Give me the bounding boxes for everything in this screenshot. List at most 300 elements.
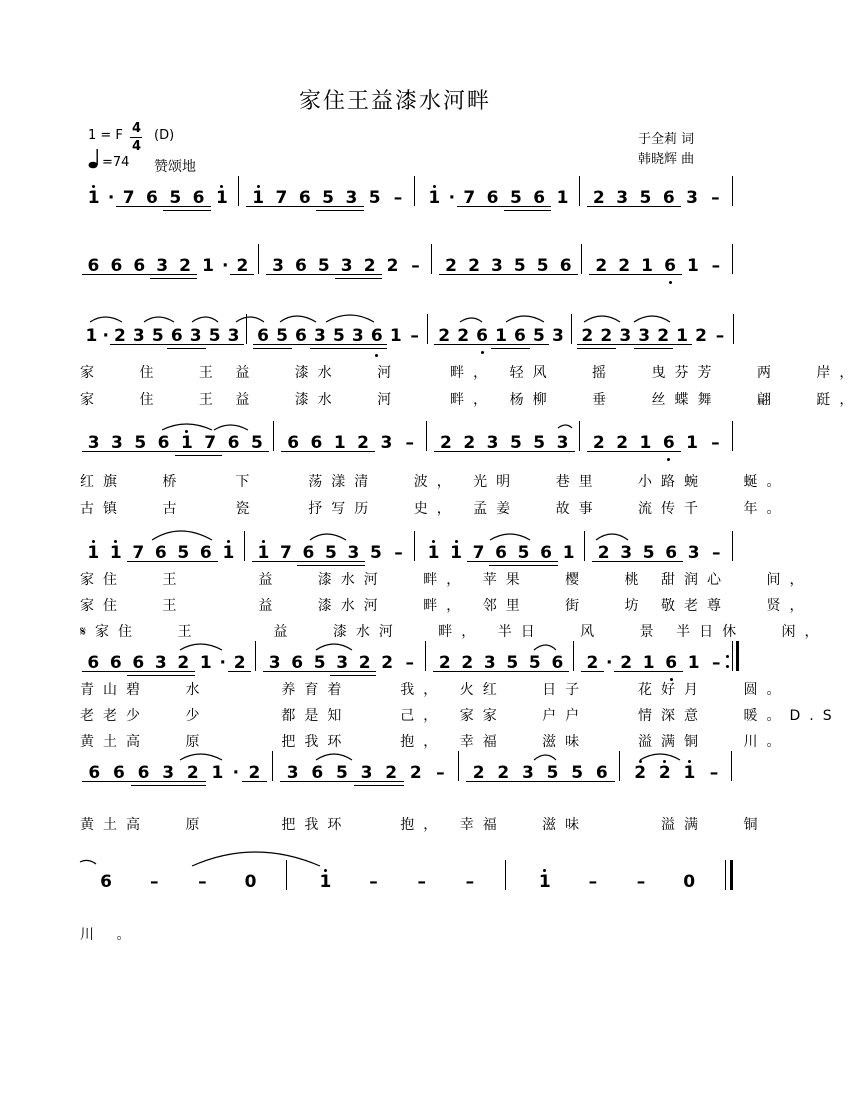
underline-beam — [512, 565, 536, 566]
underline-beam — [198, 455, 222, 456]
note: 2 — [581, 326, 594, 346]
underline-beam — [508, 274, 532, 275]
underline-beam — [246, 206, 270, 207]
barline — [732, 421, 733, 451]
underline-beam — [127, 675, 151, 676]
underline-beam — [272, 344, 292, 345]
note: 6 — [595, 763, 608, 783]
underline-beam — [263, 671, 287, 672]
note: 7 — [279, 543, 292, 563]
slur — [534, 645, 556, 650]
note: 2 — [440, 433, 452, 453]
note: 3 — [686, 188, 698, 208]
underline-beam — [266, 274, 290, 275]
note: 3 — [336, 653, 349, 673]
underline-beam — [637, 671, 661, 672]
note: 6 — [311, 763, 324, 783]
slur — [316, 644, 352, 650]
underline-beam — [280, 781, 306, 782]
lyric-line: 家 住 王 益 漆水 河 畔， 轻风 摇 曳芬芳 两 岸， — [80, 365, 862, 381]
note: 6 — [294, 256, 307, 276]
underline-beam — [550, 451, 574, 452]
note: 2 — [358, 653, 371, 673]
note: 5 — [517, 543, 530, 563]
underline-beam — [228, 671, 252, 672]
underline-beam — [348, 348, 368, 349]
note: 3 — [687, 543, 700, 563]
underline-beam — [527, 206, 551, 207]
note: 1 — [562, 543, 575, 563]
underline-beam — [353, 671, 377, 672]
note: 2 — [586, 653, 599, 673]
note: 3 — [111, 433, 123, 453]
note: 1 — [202, 256, 214, 276]
time-signature-line — [130, 137, 142, 138]
slur — [558, 425, 572, 428]
note: 3 — [638, 326, 651, 346]
augmentation-dot: · — [107, 188, 115, 208]
slur — [534, 755, 556, 760]
note: 6 — [87, 256, 100, 276]
barline — [273, 421, 274, 451]
underline-beam — [252, 561, 276, 562]
note: 2 — [620, 653, 633, 673]
underline-beam — [129, 344, 149, 345]
note: 6 — [146, 188, 158, 208]
slur — [80, 860, 96, 864]
dash-note: – — [405, 653, 414, 673]
barline — [573, 641, 574, 671]
underline-beam — [354, 785, 380, 786]
dash-note: – — [198, 872, 207, 892]
underline-beam — [589, 781, 615, 782]
slur — [180, 644, 222, 650]
slur — [90, 317, 122, 322]
note: 1 — [686, 256, 699, 276]
barline — [255, 641, 256, 671]
underline-beam — [269, 206, 293, 207]
dash-note: – — [711, 188, 720, 208]
underline-beam — [163, 206, 187, 207]
note: 6 — [291, 653, 304, 673]
underline-beam — [335, 274, 359, 275]
underline-beam — [329, 344, 349, 345]
underline-beam — [339, 206, 363, 207]
note: 1 — [687, 653, 700, 673]
note: 0 — [244, 872, 257, 892]
note: 6 — [192, 188, 205, 208]
note: 2 — [179, 256, 191, 276]
underline-beam — [653, 348, 673, 349]
underline-beam — [127, 274, 151, 275]
note: 5 — [134, 433, 147, 453]
note: 6 — [132, 653, 145, 673]
high-octave-dot — [324, 869, 327, 872]
underline-beam — [167, 348, 187, 349]
underline-beam — [610, 206, 634, 207]
underline-beam — [186, 344, 206, 345]
note: 5 — [313, 653, 326, 673]
underline-beam — [457, 206, 481, 207]
note: 2 — [616, 433, 629, 453]
underline-beam — [592, 561, 616, 562]
note: 1 — [389, 326, 402, 346]
underline-beam — [610, 451, 634, 452]
note: 1 — [215, 188, 228, 208]
note: 1 — [639, 433, 652, 453]
underline-beam — [150, 278, 174, 279]
note: 5 — [151, 326, 164, 346]
underline-beam — [527, 210, 551, 211]
note: 3 — [620, 543, 633, 563]
barline — [732, 176, 733, 206]
note: 1 — [87, 188, 100, 208]
note: 5 — [276, 326, 288, 346]
underline-beam — [319, 561, 343, 562]
underline-beam — [175, 451, 199, 452]
high-octave-dot — [227, 540, 230, 543]
note: 6 — [109, 653, 122, 673]
note: 5 — [642, 543, 655, 563]
note: 1 — [319, 872, 332, 892]
underline-beam — [658, 274, 682, 275]
barline — [584, 531, 585, 561]
note: 2 — [457, 326, 470, 346]
note: 3 — [360, 763, 373, 783]
barline — [736, 641, 739, 671]
underline-beam — [466, 781, 492, 782]
augmentation-dot: · — [219, 653, 226, 673]
underline-beam — [354, 781, 380, 782]
slur — [236, 317, 264, 322]
note: 6 — [170, 326, 183, 346]
underline-beam — [128, 451, 152, 452]
lyric-line: 黄土高 原 把我环 抱， 幸福 滋味 溢满铜 川。 — [80, 734, 790, 750]
underline-beam — [531, 274, 555, 275]
note: 2 — [438, 326, 451, 346]
slur — [180, 754, 222, 760]
underline-beam — [504, 451, 528, 452]
notation-row — [0, 763, 790, 783]
note: 1 — [109, 543, 122, 563]
note: 1 — [333, 433, 346, 453]
notation-row — [0, 326, 790, 346]
underline-beam — [155, 785, 181, 786]
underline-beam — [150, 274, 174, 275]
underline-beam — [173, 278, 197, 279]
high-octave-dot — [433, 185, 436, 188]
underline-beam — [659, 671, 683, 672]
note: 3 — [162, 763, 175, 783]
barline — [425, 641, 426, 671]
underline-beam — [304, 781, 330, 782]
note: 1 — [87, 543, 100, 563]
underline-beam — [253, 344, 273, 345]
note: 2 — [177, 653, 190, 673]
dash-note: – — [465, 872, 475, 892]
notation-row — [0, 256, 790, 276]
note: 2 — [618, 256, 631, 276]
note: 1 — [686, 433, 698, 453]
barline — [431, 244, 432, 274]
note: 3 — [87, 433, 100, 453]
underline-beam — [657, 206, 681, 207]
note: 3 — [619, 326, 632, 346]
note: 6 — [533, 188, 546, 208]
underline-beam — [281, 451, 305, 452]
note: 2 — [657, 326, 670, 346]
underline-beam — [104, 671, 128, 672]
underline-beam — [348, 344, 368, 345]
barline — [272, 751, 273, 781]
note: 6 — [157, 433, 170, 453]
underline-beam — [540, 781, 566, 782]
low-octave-dot — [481, 351, 484, 354]
underline-beam — [439, 274, 463, 275]
underline-beam — [289, 274, 313, 275]
note: 5 — [208, 326, 221, 346]
underline-beam — [577, 344, 597, 345]
note: 2 — [248, 763, 261, 783]
underline-beam — [453, 344, 473, 345]
note: 6 — [298, 188, 311, 208]
underline-beam — [329, 781, 355, 782]
dash-note: – — [394, 543, 403, 563]
underline-beam — [510, 348, 530, 349]
augmentation-dot: · — [448, 188, 456, 208]
note: 2 — [186, 763, 199, 783]
note: 7 — [472, 543, 485, 563]
underline-beam — [316, 206, 340, 207]
note: 5 — [317, 256, 330, 276]
note: 6 — [302, 543, 315, 563]
underline-beam — [310, 348, 330, 349]
note: 2 — [468, 256, 480, 276]
note: 3 — [314, 326, 326, 346]
note: 3 — [490, 256, 503, 276]
lyric-line: 古镇 古 瓷 抒写历 史， 孟姜 故事 流传千 年。 — [80, 501, 790, 517]
underline-beam — [534, 565, 558, 566]
note: 5 — [639, 188, 652, 208]
note: 7 — [204, 433, 217, 453]
slur — [214, 425, 248, 430]
high-octave-dot — [455, 540, 458, 543]
underline-beam — [274, 561, 298, 562]
barline — [427, 314, 428, 344]
underline-beam — [523, 671, 547, 672]
underline-beam — [180, 781, 206, 782]
underline-beam — [106, 781, 132, 782]
note: 6 — [257, 326, 269, 346]
underline-beam — [491, 348, 511, 349]
underline-beam — [172, 675, 196, 676]
underline-beam — [82, 671, 106, 672]
note: 3 — [522, 763, 534, 783]
barline — [730, 860, 733, 890]
note: 5 — [335, 763, 348, 783]
dash-note: – — [149, 872, 159, 892]
underline-beam — [596, 344, 616, 345]
underline-beam — [319, 565, 343, 566]
lyric-line: 家住 王 益 漆水河 畔， 苹果 樱 桃 甜润心 间， — [80, 572, 813, 588]
barline — [732, 641, 733, 671]
underline-beam — [297, 561, 321, 562]
underline-beam — [316, 210, 340, 211]
note: 5 — [536, 256, 549, 276]
underline-beam — [653, 344, 673, 345]
note: 3 — [486, 433, 499, 453]
low-octave-dot — [669, 281, 672, 284]
barline — [731, 751, 732, 781]
underline-beam — [353, 675, 377, 676]
underline-beam — [564, 781, 590, 782]
underline-beam — [308, 671, 332, 672]
high-octave-dot — [432, 540, 435, 543]
underline-beam — [615, 344, 635, 345]
underline-beam — [614, 671, 638, 672]
notation-row — [0, 433, 790, 453]
note: 2 — [381, 653, 394, 673]
underline-beam — [577, 348, 597, 349]
note: 2 — [695, 326, 707, 346]
barline — [458, 751, 459, 781]
note: 1 — [642, 653, 655, 673]
lyricist-credit: 于全莉 词 — [638, 132, 695, 147]
notation-row — [0, 872, 790, 892]
lyric-line: 家 住 王 益 漆水 河 畔， 杨柳 垂 丝蝶舞 翩 跹， — [80, 392, 862, 408]
underline-beam — [242, 781, 268, 782]
underline-beam — [342, 565, 366, 566]
low-octave-dot — [375, 354, 378, 357]
notation-row — [0, 653, 790, 673]
barline — [571, 314, 572, 344]
underline-beam — [485, 274, 509, 275]
underline-beam — [546, 671, 570, 672]
barline — [414, 176, 415, 206]
composer-credit: 韩晓辉 曲 — [638, 152, 695, 167]
underline-beam — [110, 344, 130, 345]
dash-note: – — [711, 543, 721, 563]
note: 6 — [295, 326, 307, 346]
underline-beam — [180, 785, 206, 786]
underline-beam — [194, 561, 218, 562]
note: 1 — [450, 543, 462, 563]
tie — [192, 852, 320, 866]
note: 6 — [88, 763, 101, 783]
underline-beam — [456, 671, 480, 672]
slur — [634, 316, 670, 322]
note: 6 — [664, 256, 676, 276]
underline-beam — [82, 274, 106, 275]
barline — [581, 244, 582, 274]
underline-beam — [172, 561, 196, 562]
underline-beam — [635, 274, 659, 275]
underline-beam — [328, 451, 352, 452]
lyric-line: 川 。 — [80, 927, 140, 943]
note: 3 — [272, 256, 284, 276]
note: 6 — [370, 326, 383, 346]
note: 3 — [556, 433, 569, 453]
note: 6 — [662, 188, 675, 208]
underline-beam — [253, 348, 273, 349]
lyric-line: 红旗 桥 下 荡漾清 波， 光明 巷里 小路蜿 蜒。 — [80, 474, 790, 490]
note: 1 — [257, 543, 270, 563]
note: 3 — [340, 256, 353, 276]
note: 5 — [322, 188, 335, 208]
lyric-line: 黄土高 原 把我环 抱， 幸福 滋味 溢满 铜 — [80, 817, 767, 833]
barline — [725, 860, 726, 890]
dash-note: – — [711, 433, 720, 453]
note: 2 — [386, 256, 399, 276]
underline-beam — [462, 274, 486, 275]
repeat-dot — [726, 665, 729, 668]
notation-row — [0, 188, 790, 208]
note: 6 — [100, 872, 112, 892]
dash-note: – — [711, 256, 721, 276]
barline — [579, 421, 580, 451]
underline-beam — [149, 671, 173, 672]
augmentation-dot: · — [606, 653, 613, 673]
note: 2 — [113, 326, 126, 346]
note: 5 — [370, 543, 382, 563]
barline — [579, 176, 580, 206]
underline-beam — [293, 206, 317, 207]
lyric-line: 𝄋家住 王 益 漆水河 畔， 半日 风 景 半日休 闲， — [80, 624, 828, 640]
quarter-note-icon — [88, 148, 102, 170]
dash-note: – — [369, 872, 378, 892]
underline-beam — [527, 451, 551, 452]
barline — [258, 244, 259, 274]
underline-beam — [291, 344, 311, 345]
barline — [414, 531, 415, 561]
barline — [505, 860, 506, 890]
underline-beam — [510, 344, 530, 345]
time-signature-numerator: 4 — [132, 121, 142, 136]
note: 6 — [495, 543, 507, 563]
underline-beam — [480, 206, 504, 207]
underline-beam — [358, 278, 382, 279]
note: 2 — [463, 433, 476, 453]
note: 5 — [177, 543, 190, 563]
note: 5 — [506, 653, 519, 673]
note: 1 — [180, 433, 193, 453]
underline-beam — [230, 274, 254, 275]
underline-beam — [335, 278, 359, 279]
note: 2 — [597, 543, 610, 563]
underline-beam — [478, 671, 502, 672]
note: 6 — [540, 543, 553, 563]
underline-beam — [312, 274, 336, 275]
underline-beam — [175, 455, 199, 456]
dash-note: – — [709, 763, 719, 783]
dash-note: – — [393, 188, 403, 208]
note: 1 — [683, 763, 696, 783]
barline — [619, 751, 620, 781]
underline-beam — [127, 561, 151, 562]
note: 1 — [556, 188, 569, 208]
note: 2 — [497, 763, 510, 783]
note: 6 — [199, 543, 212, 563]
underline-beam — [596, 348, 616, 349]
note: 2 — [445, 256, 457, 276]
dash-note: – — [405, 433, 414, 453]
note: 2 — [409, 763, 422, 783]
lyric-line: 老老少 少 都是知 己， 家家 户户 情深意 暖。D.S — [80, 708, 841, 724]
underline-beam — [457, 451, 481, 452]
expression-mark: 赞颂地 — [154, 159, 196, 175]
note: 6 — [662, 433, 675, 453]
underline-beam — [529, 344, 549, 345]
